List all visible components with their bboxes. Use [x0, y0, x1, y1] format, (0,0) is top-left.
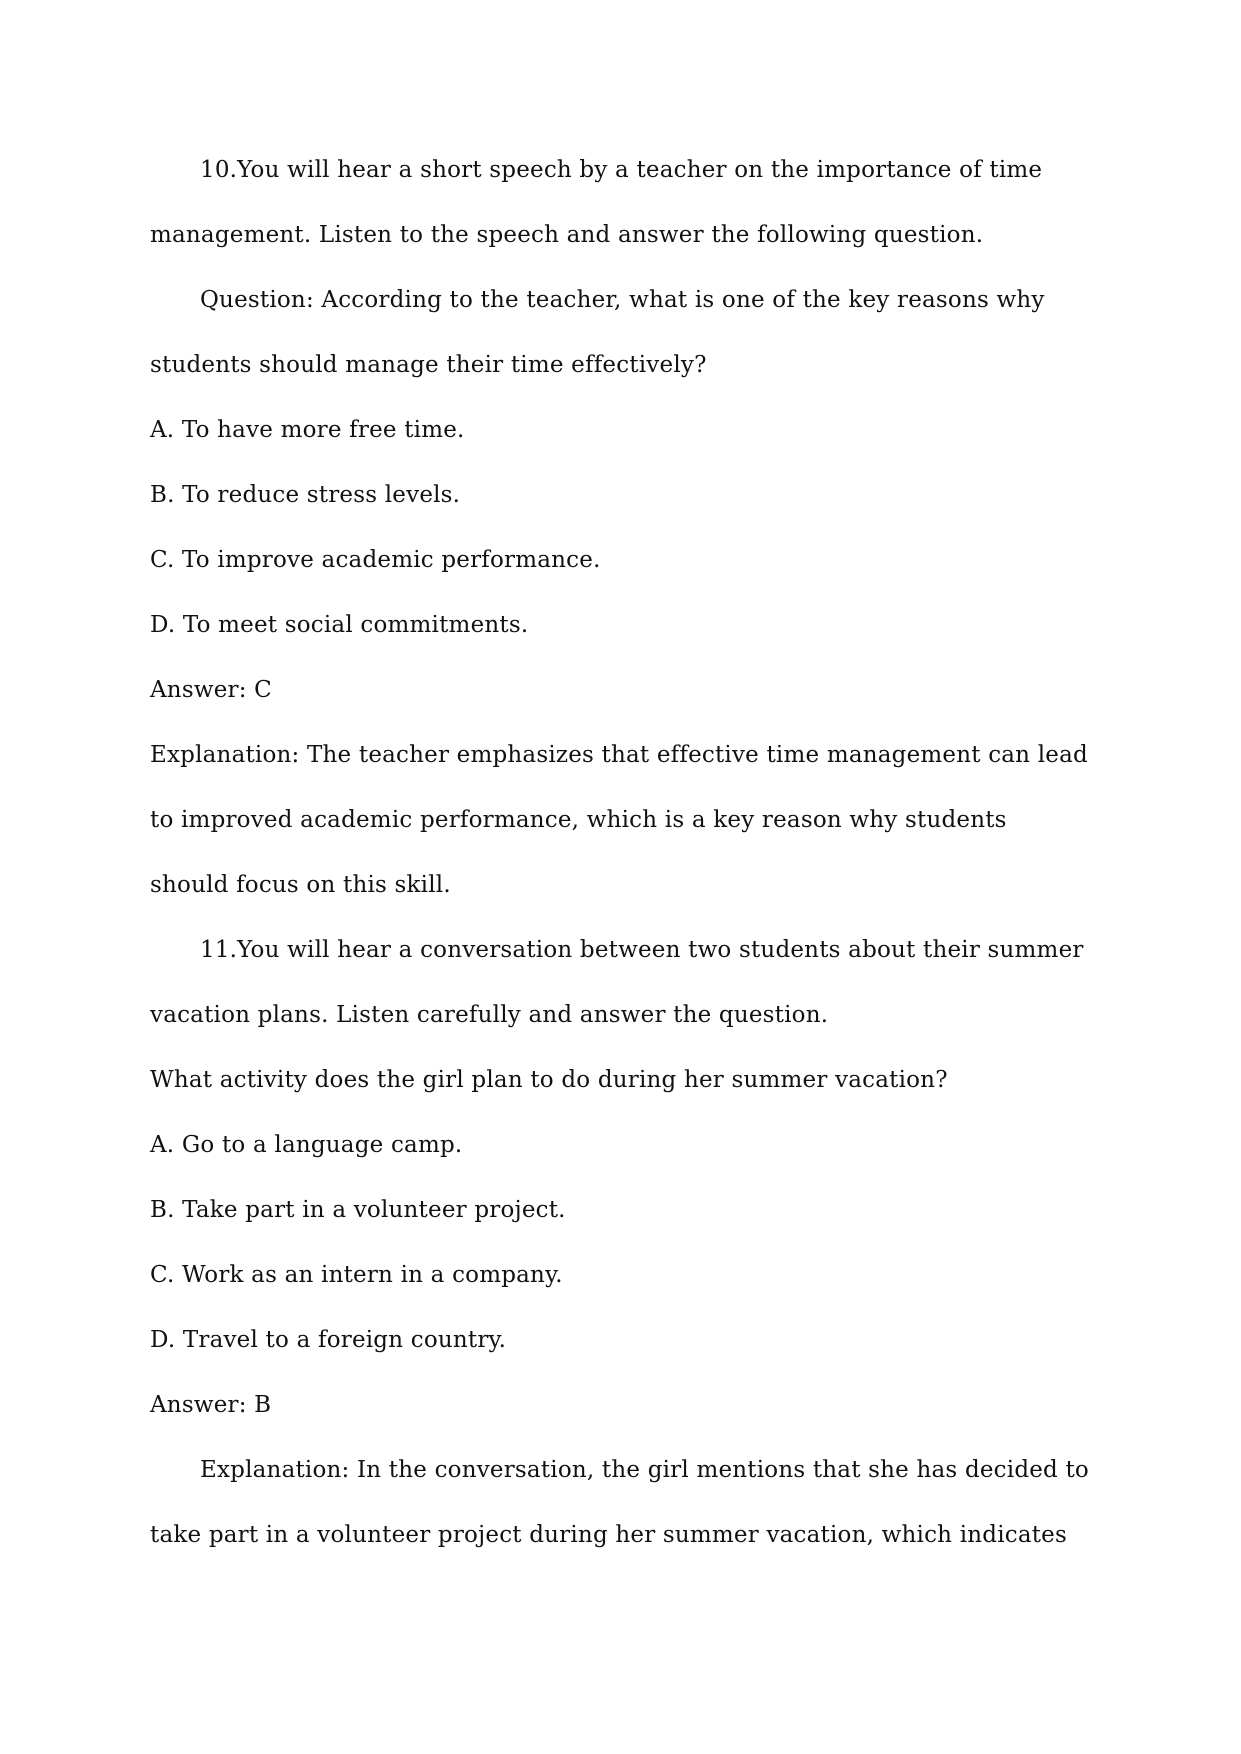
question-10-option-d: D. To meet social commitments.: [150, 612, 529, 638]
question-10-explanation: Explanation: The teacher emphasizes that effective time management can lead to improved academic performance, which is a key reason why students should focus on this skill.: [150, 742, 1088, 898]
question-10-option-b: B. To reduce stress levels.: [150, 482, 461, 508]
question-10-option-c: C. To improve academic performance.: [150, 547, 601, 573]
question-10-prompt: 10.You will hear a short speech by a teacher on the importance of time management. Listen to the speech and answer the following question.: [150, 157, 1043, 248]
question-10-answer: Answer: C: [150, 677, 272, 703]
question-11-question: What activity does the girl plan to do during her summer vacation?: [150, 1067, 948, 1093]
question-11-explanation: Explanation: In the conversation, the girl mentions that she has decided to take part in a volunteer project during her summer vacation, which indicates: [150, 1457, 1089, 1548]
question-11-option-c: C. Work as an intern in a company.: [150, 1262, 563, 1288]
question-10-option-a: A. To have more free time.: [150, 417, 465, 443]
question-11-answer: Answer: B: [150, 1392, 272, 1418]
question-10-question: Question: According to the teacher, what is one of the key reasons why students should manage their time effectively?: [150, 287, 1045, 378]
question-11-option-b: B. Take part in a volunteer project.: [150, 1197, 566, 1223]
document-body: [150, 138, 1092, 1568]
question-11-option-a: A. Go to a language camp.: [150, 1132, 463, 1158]
question-11-prompt: 11.You will hear a conversation between two students about their summer vacation plans. Listen carefully and answer the question.: [150, 937, 1084, 1028]
question-11-option-d: D. Travel to a foreign country.: [150, 1327, 507, 1353]
